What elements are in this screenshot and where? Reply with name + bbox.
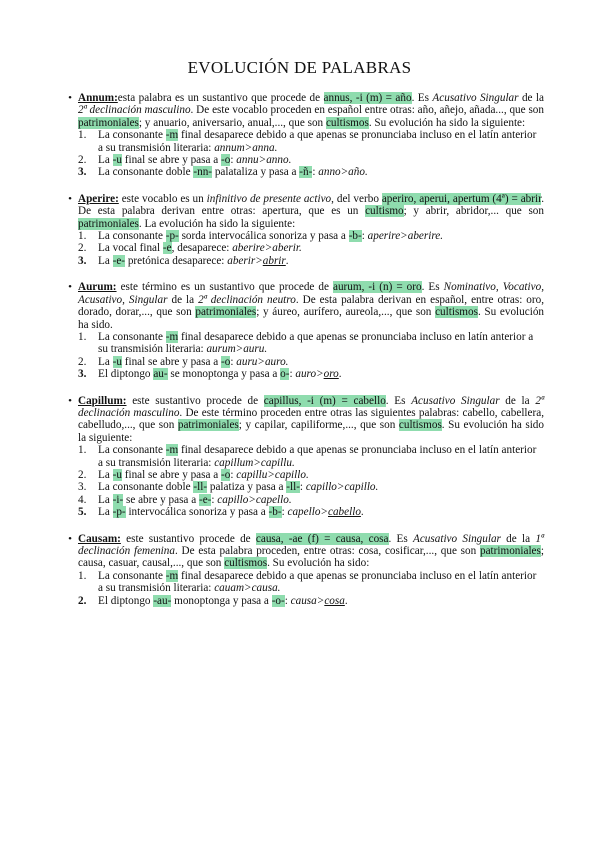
evolution-steps — [78, 444, 544, 518]
text-run: monoptonga y pasa a — [171, 594, 272, 607]
evolution-step — [78, 129, 544, 154]
text-run: La vocal final — [98, 242, 163, 255]
text-run: ; y anuario, aniversario, anual,..., que son — [138, 116, 326, 129]
evolution-step — [78, 506, 544, 518]
highlighted-term: -o- — [271, 594, 285, 607]
text-run: La consonante — [98, 230, 166, 243]
highlighted-term: cultismos — [325, 116, 369, 129]
evolution-steps — [78, 230, 544, 267]
evolution-step — [78, 368, 544, 380]
step-number: 1. — [78, 569, 87, 582]
text-run: La consonante — [98, 129, 166, 142]
highlighted-term: -e- — [112, 254, 126, 267]
text-run: : — [281, 506, 288, 519]
step-number: 3. — [78, 368, 87, 381]
highlighted-term: -o — [221, 468, 231, 481]
result-word: cabello — [327, 506, 361, 519]
bullet-icon: • — [68, 192, 72, 205]
step-number: 1. — [78, 129, 87, 142]
text-run: . De esta palabra derivan en español, entre otras: oro, dorado, dorar,..., que son — [78, 293, 545, 319]
text-run: final se abre y pasa a — [121, 355, 222, 368]
highlighted-term: -u — [112, 468, 122, 481]
text-run: este vocablo es un — [118, 192, 207, 205]
step-text — [98, 154, 291, 166]
text-run: de la — [500, 532, 536, 545]
highlighted-term: cultismos — [435, 306, 478, 319]
text-run: . La evolución ha sido la siguiente: — [138, 217, 296, 230]
text-run: de la — [167, 293, 199, 306]
evolution-step — [78, 570, 544, 595]
step-text — [98, 595, 348, 607]
text-run: . Su evolución ha sido la siguiente: — [78, 419, 544, 444]
evolution-steps — [78, 331, 544, 381]
word-entry — [68, 281, 545, 381]
italic-text: Acusativo Singular — [432, 92, 519, 104]
evolution-step — [78, 230, 544, 242]
text-run: de la — [499, 394, 536, 407]
text-run: sorda intervocálica sonoriza y pasa a — [178, 230, 349, 243]
italic-text: 2ª declinación masculino — [78, 394, 545, 419]
text-run: El diptongo — [98, 368, 154, 381]
evolution-step — [78, 166, 544, 178]
text-run: La — [98, 154, 113, 167]
italic-text: cauam>causa. — [214, 582, 281, 595]
italic-text: aberire>aberir. — [232, 242, 302, 255]
text-run: La consonante — [98, 330, 166, 343]
step-number: 1. — [78, 230, 87, 243]
text-run: . Su evolución ha sido la siguiente: — [368, 116, 526, 129]
text-run: final desaparece debido a que apenas se pronunciaba incluso en latín anterior a su transmisión literaria: — [98, 330, 534, 356]
highlighted-term: -m — [165, 569, 179, 582]
evolution-step — [78, 444, 544, 469]
italic-text: capello> — [287, 506, 328, 519]
text-run: . Su evolución ha sido. — [78, 306, 545, 331]
italic-text: Nominativo, Vocativo, Acusativo, Singular — [78, 281, 545, 306]
text-run: La — [98, 355, 113, 368]
highlighted-term: cultismos — [398, 419, 442, 432]
text-run: este sustantivo procede de — [126, 394, 264, 407]
text-run: La — [98, 468, 113, 481]
text-run: palatiza y pasa a — [207, 481, 287, 494]
text-run: . Es — [385, 394, 412, 407]
step-text — [98, 356, 288, 368]
text-run: final desaparece debido a que apenas se pronunciaba incluso en el latín anterior a su transmisión literaria: — [98, 569, 537, 595]
entry-headword: Annum: — [78, 92, 118, 104]
step-number: 2. — [78, 355, 87, 368]
highlighted-term: cultismo — [365, 205, 404, 218]
evolution-step — [78, 481, 544, 493]
italic-text: capillo>capello. — [217, 493, 292, 506]
evolution-step — [78, 469, 544, 481]
text-run: ; y abrir, abridor,... que son — [403, 205, 544, 218]
page-title: EVOLUCIÓN DE PALABRAS — [187, 58, 412, 77]
step-text — [98, 506, 364, 518]
text-run: . De esta palabra proceden, entre otras: cosa, cosificar,..., que son — [174, 545, 480, 557]
italic-text: aurum>auru. — [206, 343, 268, 356]
highlighted-term: -ñ- — [299, 166, 313, 179]
text-run: , desaparece: — [171, 242, 233, 255]
entry-intro — [78, 193, 544, 230]
text-run: se abre y pasa a — [123, 493, 199, 506]
highlighted-term: cultismos — [224, 557, 268, 570]
word-entry — [68, 394, 545, 519]
italic-text: 1ª declinación femenina — [78, 532, 545, 557]
text-run: La — [98, 506, 113, 519]
italic-text: Acusativo Singular — [411, 394, 500, 407]
evolution-steps — [78, 129, 544, 179]
entry-headword: Capillum: — [78, 394, 127, 407]
step-text — [98, 469, 309, 481]
evolution-step — [78, 494, 544, 506]
step-text — [98, 230, 443, 242]
step-number: 5. — [78, 506, 87, 519]
highlighted-term: -ll- — [286, 481, 300, 494]
highlighted-term: o- — [280, 368, 290, 381]
highlighted-term: -p- — [165, 230, 179, 243]
highlighted-term: annus, -i (m) = año — [323, 92, 412, 104]
text-run: final desaparece debido a que apenas se pronunciaba incluso en el latín anterior a su transmisión literaria: — [98, 129, 537, 154]
bullet-icon: • — [68, 92, 72, 104]
highlighted-term: patrimoniales — [195, 306, 257, 319]
text-run: La consonante — [98, 444, 166, 457]
highlighted-term: patrimoniales — [177, 419, 239, 432]
highlighted-term: -b- — [348, 230, 362, 243]
step-text — [98, 570, 536, 594]
step-number: 2. — [78, 154, 87, 167]
highlighted-term: -m — [165, 330, 179, 343]
italic-text: capillum>capillu. — [214, 456, 295, 469]
highlighted-term: -nn- — [193, 166, 213, 179]
step-text — [98, 166, 368, 178]
highlighted-term: capillus, -i (m) = cabello — [263, 394, 386, 407]
text-run: se monoptonga y pasa a — [167, 368, 281, 381]
italic-text: capillu>capillo. — [236, 468, 309, 481]
text-run: : — [361, 230, 368, 243]
highlighted-term: -u — [112, 355, 122, 368]
highlighted-term: patrimoniales — [78, 116, 139, 129]
text-run: ; y capilar, capiliforme,..., que son — [238, 419, 399, 432]
step-text — [98, 444, 536, 468]
step-number: 3. — [78, 254, 87, 267]
text-run: La — [98, 493, 113, 506]
step-number: 3. — [78, 166, 87, 179]
highlighted-term: -b- — [268, 506, 282, 519]
text-run: . — [285, 254, 289, 267]
text-run: . Es — [421, 281, 444, 294]
text-run: : — [230, 355, 237, 368]
text-run: intervocálica sonoriza y pasa a — [125, 506, 269, 519]
evolution-step — [78, 154, 544, 166]
highlighted-term: -o — [221, 154, 231, 167]
text-run: El diptongo — [98, 594, 154, 607]
result-word: cosa — [324, 594, 345, 607]
step-number: 2. — [78, 242, 87, 255]
italic-text: anno>año. — [318, 166, 368, 179]
text-run: . Es — [388, 532, 413, 545]
italic-text: capillo>capillo. — [305, 481, 379, 494]
highlighted-term: -u — [112, 154, 122, 167]
evolution-step — [78, 595, 544, 607]
text-run: La consonante doble — [98, 166, 194, 179]
italic-text: auru>auro. — [236, 355, 289, 368]
evolution-step — [78, 356, 544, 368]
highlighted-term: aurum, -i (n) = oro — [333, 281, 422, 294]
step-text — [98, 242, 302, 254]
highlighted-term: patrimoniales — [479, 545, 541, 557]
step-text — [98, 129, 536, 153]
italic-text: annu>anno. — [236, 154, 292, 167]
highlighted-term: patrimoniales — [78, 217, 139, 230]
text-run: este término es un sustantivo que procede de — [116, 281, 333, 294]
step-number: 3. — [78, 481, 87, 494]
text-run: : — [289, 368, 296, 381]
step-number: 2. — [78, 468, 87, 481]
text-run: . De esta palabra derivan entre otras: apertura, que es un — [78, 192, 544, 218]
italic-text: annum>anna. — [214, 141, 278, 154]
text-run: este sustantivo procede de — [120, 532, 256, 545]
text-run: La consonante — [98, 569, 166, 582]
evolution-step — [78, 331, 544, 356]
text-run: : — [230, 468, 237, 481]
text-run: . De este vocablo proceden en español entre otras: año, añejo, añada..., que son — [190, 104, 544, 117]
word-entry — [68, 92, 545, 179]
highlighted-term: aperiro, aperui, apertum (4ª) = abrir — [381, 192, 542, 205]
step-text — [98, 331, 533, 355]
highlighted-term: -e — [162, 242, 172, 255]
highlighted-term: -e- — [198, 493, 212, 506]
evolution-step — [78, 255, 544, 267]
text-run: La consonante doble — [98, 481, 194, 494]
text-run: final se abre y pasa a — [121, 154, 222, 167]
evolution-step — [78, 242, 544, 254]
step-number: 1. — [78, 330, 87, 343]
entry-headword: Aperire: — [78, 192, 119, 205]
text-run: . — [344, 594, 348, 607]
italic-text: aperire>aberire. — [367, 230, 444, 243]
italic-text: auro> — [295, 368, 324, 381]
step-number: 4. — [78, 493, 87, 506]
highlighted-term: -m — [165, 444, 179, 457]
text-run: pretónica desaparece: — [125, 254, 228, 267]
text-run: : — [230, 154, 237, 167]
text-run: . Es — [411, 92, 433, 104]
text-run: , del verbo — [331, 192, 382, 205]
text-run: La — [98, 254, 113, 267]
word-entry — [68, 532, 545, 607]
text-run: de la — [518, 92, 545, 104]
italic-text: Acusativo Singular — [413, 532, 501, 545]
step-text — [98, 368, 342, 380]
highlighted-term: -ll- — [193, 481, 208, 494]
text-run: . De este término proceden entre otras las siguientes palabras: cabello, cabellera, cabelludo,..., que son — [78, 406, 544, 432]
entry-intro — [78, 533, 544, 570]
highlighted-term: causa, -ae (f) = causa, cosa — [255, 532, 389, 545]
italic-text: infinitivo de presente activo — [206, 192, 332, 205]
evolution-steps — [78, 570, 544, 607]
entry-intro — [78, 281, 544, 331]
italic-text: 2ª declinación masculino — [78, 104, 191, 117]
text-run: . — [338, 368, 342, 381]
text-run: esta palabra es un sustantivo que procede de — [117, 92, 324, 104]
text-run: final se abre y pasa a — [121, 468, 222, 481]
highlighted-term: -o — [221, 355, 231, 368]
result-word: abrir — [262, 254, 286, 267]
bullet-icon: • — [68, 394, 72, 407]
entry-intro — [78, 395, 544, 445]
entry-headword: Aurum: — [78, 281, 117, 294]
text-run: ; causa, casuar, causal,..., que son — [78, 545, 544, 570]
text-run: : — [211, 493, 218, 506]
text-run: final desaparece debido a que apenas se pronunciaba incluso en el latín anterior a su transmisión literaria: — [98, 444, 537, 469]
step-number: 2. — [78, 594, 87, 607]
highlighted-term: -p- — [112, 506, 126, 519]
italic-text: causa> — [290, 594, 325, 607]
text-run: palataliza y pasa a — [212, 166, 300, 179]
italic-text: 2ª declinación neutro — [198, 293, 296, 306]
step-text — [98, 494, 292, 506]
result-word: oro — [323, 368, 339, 381]
word-entry — [68, 192, 544, 267]
entry-headword: Causam: — [78, 532, 121, 545]
highlighted-term: -i- — [112, 493, 124, 506]
italic-text: aberir> — [227, 254, 263, 267]
step-text — [98, 481, 378, 493]
entry-intro — [78, 92, 544, 129]
text-run: . Su evolución ha sido: — [267, 557, 370, 570]
text-run: : — [284, 594, 291, 607]
highlighted-term: -m — [165, 129, 179, 142]
highlighted-term: -au- — [153, 594, 172, 607]
step-text — [98, 255, 289, 267]
word-entries-list — [68, 92, 545, 621]
bullet-icon: • — [68, 281, 72, 294]
text-run: . — [360, 506, 364, 519]
highlighted-term: au- — [153, 368, 168, 381]
step-number: 1. — [78, 444, 87, 457]
text-run: : — [299, 481, 306, 494]
bullet-icon: • — [68, 532, 72, 545]
text-run: : — [312, 166, 319, 179]
text-run: ; y áureo, aurífero, aureola,..., que son — [256, 306, 436, 319]
